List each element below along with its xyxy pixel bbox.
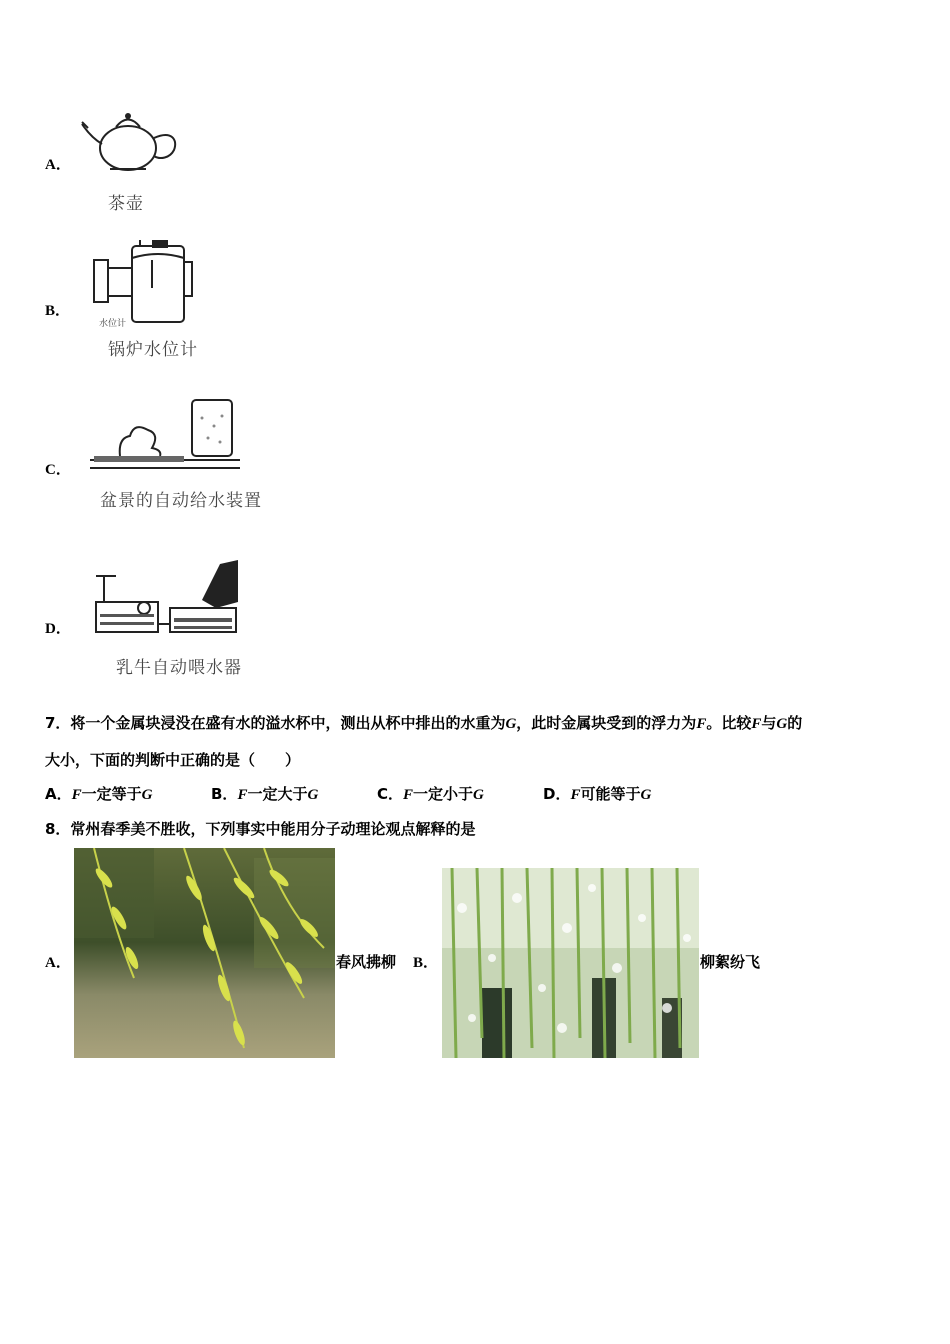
option-d-caption: 乳牛自动喂水器	[116, 658, 242, 678]
willow-catkins-photo-icon	[442, 868, 699, 1058]
q8-option-b-caption: 柳絮纷飞	[700, 953, 761, 971]
choice-a[interactable]: A．F一定等于G	[45, 785, 153, 803]
question-7-choices	[45, 783, 651, 804]
option-a-label: A．	[45, 157, 71, 173]
option-c-caption: 盆景的自动给水装置	[100, 491, 262, 511]
option-c-label: C．	[45, 462, 71, 478]
teapot-icon	[80, 108, 182, 182]
option-b-label: B．	[45, 303, 71, 319]
question-7-line1: 7．将一个金属块浸没在盛有水的溢水杯中，测出从杯中排出的水重为G，此时金属块受到的浮力为F。比较F与G的	[45, 714, 803, 732]
choice-d[interactable]: D．F可能等于G	[543, 785, 652, 803]
gauge-sublabel: 水位计	[99, 319, 127, 329]
choice-b[interactable]: B．F一定大于G	[211, 785, 319, 803]
q8-option-a-caption: 春风拂柳	[336, 953, 397, 971]
willow-breeze-photo-icon	[74, 848, 335, 1058]
choice-c[interactable]: C．F一定小于G	[377, 785, 484, 803]
option-b-caption: 锅炉水位计	[108, 340, 198, 360]
option-a-caption: 茶壶	[108, 194, 144, 214]
cow-feeder-icon	[92, 558, 242, 646]
q8-option-b-label: B．	[413, 955, 439, 971]
question-7-line2: 大小，下面的判断中正确的是（ ）	[45, 751, 301, 769]
question-8-stem: 8．常州春季美不胜收，下列事实中能用分子动理论观点解释的是	[45, 820, 476, 838]
q8-option-a-label: A．	[45, 955, 71, 971]
bonsai-water-icon	[90, 398, 250, 478]
option-d-label: D．	[45, 621, 71, 637]
